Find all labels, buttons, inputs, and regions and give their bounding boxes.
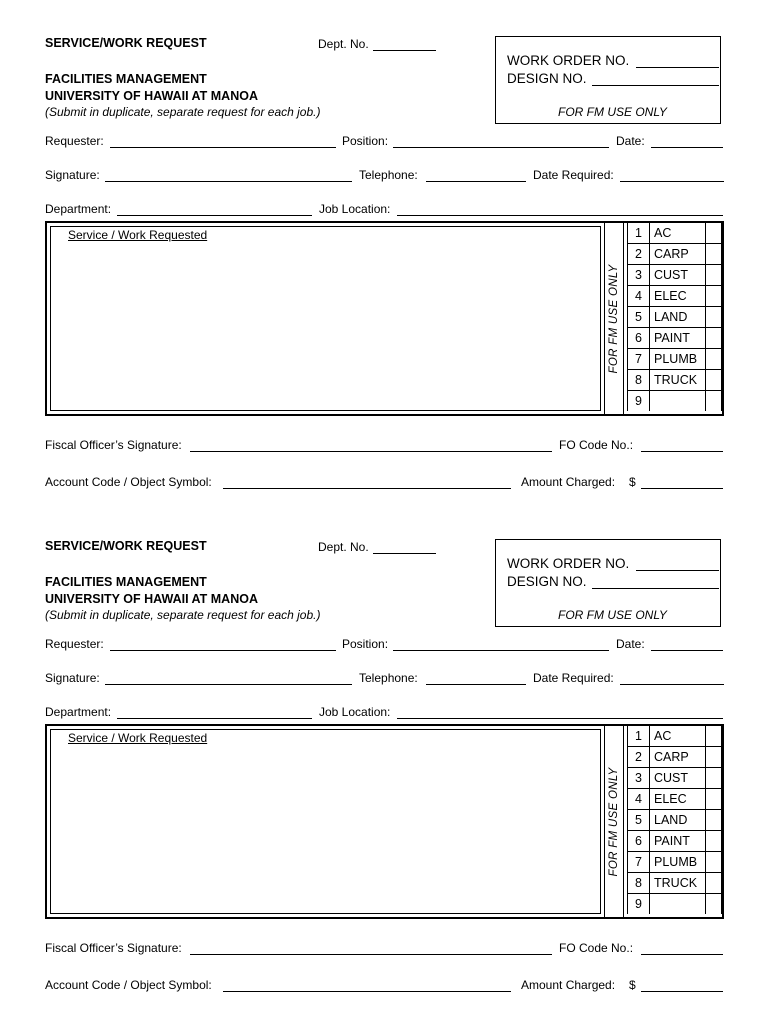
signature-field[interactable]	[105, 672, 352, 685]
trade-name: ELEC	[654, 289, 687, 303]
trade-number: 5	[627, 810, 650, 830]
dollar-sign: $	[629, 978, 636, 992]
design-no-label: DESIGN NO.	[507, 574, 587, 589]
trade-check-box[interactable]	[705, 223, 722, 243]
trade-name: PLUMB	[654, 352, 698, 366]
fm-use-only-label: FOR FM USE ONLY	[558, 105, 667, 119]
trade-check-box[interactable]	[705, 286, 722, 306]
job-location-field[interactable]	[397, 203, 723, 216]
department-field[interactable]	[117, 203, 312, 216]
trade-number: 2	[627, 244, 650, 264]
telephone-field[interactable]	[426, 169, 526, 182]
work-order-field[interactable]	[636, 558, 719, 571]
trade-row	[627, 789, 722, 810]
job-location-field[interactable]	[397, 706, 723, 719]
trade-number: 1	[627, 726, 650, 746]
position-label: Position:	[342, 637, 389, 651]
job-location-label: Job Location:	[319, 705, 391, 719]
fm-use-only-label: FOR FM USE ONLY	[558, 608, 667, 622]
trade-row	[627, 810, 722, 831]
fm-use-box	[495, 36, 721, 124]
trade-check-box[interactable]	[705, 831, 722, 851]
trade-check-box[interactable]	[705, 747, 722, 767]
position-field[interactable]	[393, 135, 609, 148]
trade-check-box[interactable]	[705, 349, 722, 369]
account-code-field[interactable]	[223, 979, 511, 992]
fo-code-label: FO Code No.:	[559, 941, 634, 955]
trade-row	[627, 852, 722, 873]
trade-name: ELEC	[654, 792, 687, 806]
account-code-field[interactable]	[223, 476, 511, 489]
trade-table	[627, 726, 722, 917]
trade-name: CARP	[654, 247, 689, 261]
trade-check-box[interactable]	[705, 726, 722, 746]
work-description-area[interactable]	[50, 729, 601, 914]
fm-use-vertical-label: FOR FM USE ONLY	[608, 767, 620, 876]
fm-use-vertical-cell	[604, 726, 624, 917]
telephone-label: Telephone:	[359, 168, 418, 182]
trade-name: CUST	[654, 771, 689, 785]
trade-row	[627, 831, 722, 852]
submit-note: (Submit in duplicate, separate request for each job.)	[45, 105, 321, 119]
trade-name: LAND	[654, 310, 688, 324]
trade-check-box[interactable]	[705, 810, 722, 830]
design-no-label: DESIGN NO.	[507, 71, 587, 86]
dept-no-label: Dept. No.	[318, 37, 369, 51]
work-order-field[interactable]	[636, 55, 719, 68]
trade-name	[649, 391, 705, 411]
trade-name	[649, 894, 705, 914]
requester-field[interactable]	[110, 638, 336, 651]
form-title: SERVICE/WORK REQUEST	[45, 36, 207, 50]
date-required-label: Date Required:	[533, 168, 614, 182]
fiscal-officer-signature-label: Fiscal Officer’s Signature:	[45, 941, 182, 955]
telephone-field[interactable]	[426, 672, 526, 685]
amount-charged-field[interactable]	[641, 979, 723, 992]
work-requested-heading: Service / Work Requested	[68, 731, 208, 745]
fiscal-officer-signature-field[interactable]	[190, 439, 552, 452]
telephone-label: Telephone:	[359, 671, 418, 685]
trade-check-box[interactable]	[705, 873, 722, 893]
trade-number: 3	[627, 265, 650, 285]
trade-check-box[interactable]	[705, 328, 722, 348]
work-requested-section	[45, 724, 724, 919]
work-description-area[interactable]	[50, 226, 601, 411]
trade-row	[627, 307, 722, 328]
date-label: Date:	[616, 637, 645, 651]
trade-number: 7	[627, 349, 650, 369]
form-title: SERVICE/WORK REQUEST	[45, 539, 207, 553]
requester-label: Requester:	[45, 134, 104, 148]
trade-name: TRUCK	[654, 876, 698, 890]
trade-number: 8	[627, 873, 650, 893]
trade-check-box[interactable]	[705, 370, 722, 390]
fm-use-vertical-cell	[604, 223, 624, 414]
fiscal-officer-signature-field[interactable]	[190, 942, 552, 955]
fo-code-field[interactable]	[641, 942, 723, 955]
dollar-sign: $	[629, 475, 636, 489]
trade-number: 1	[627, 223, 650, 243]
department-field[interactable]	[117, 706, 312, 719]
requester-label: Requester:	[45, 637, 104, 651]
trade-name: AC	[654, 729, 672, 743]
trade-number: 6	[627, 831, 650, 851]
trade-row	[627, 747, 722, 768]
trade-row	[627, 873, 722, 894]
date-field[interactable]	[651, 638, 723, 651]
trade-name: TRUCK	[654, 373, 698, 387]
university-name: UNIVERSITY OF HAWAII AT MANOA	[45, 592, 258, 606]
trade-number: 5	[627, 307, 650, 327]
trade-row	[627, 223, 722, 244]
trade-name: LAND	[654, 813, 688, 827]
trade-number: 6	[627, 328, 650, 348]
trade-check-box[interactable]	[705, 244, 722, 264]
trade-row	[627, 349, 722, 370]
date-required-label: Date Required:	[533, 671, 614, 685]
design-no-field[interactable]	[592, 576, 719, 589]
job-location-label: Job Location:	[319, 202, 391, 216]
fo-code-field[interactable]	[641, 439, 723, 452]
fm-use-vertical-label: FOR FM USE ONLY	[608, 264, 620, 373]
work-order-label: WORK ORDER NO.	[507, 53, 630, 68]
fiscal-officer-signature-label: Fiscal Officer’s Signature:	[45, 438, 182, 452]
trade-row	[627, 286, 722, 307]
trade-row	[627, 894, 722, 915]
date-label: Date:	[616, 134, 645, 148]
trade-row	[627, 328, 722, 349]
department-label: Department:	[45, 202, 112, 216]
trade-number: 7	[627, 852, 650, 872]
trade-number: 4	[627, 789, 650, 809]
amount-charged-label: Amount Charged:	[521, 475, 616, 489]
trade-row	[627, 726, 722, 747]
trade-row	[627, 768, 722, 789]
fo-code-label: FO Code No.:	[559, 438, 634, 452]
trade-check-box[interactable]	[705, 789, 722, 809]
trade-check-box[interactable]	[705, 391, 722, 411]
dept-no-field[interactable]	[373, 38, 436, 51]
dept-no-field[interactable]	[373, 541, 436, 554]
trade-number: 9	[627, 391, 650, 411]
signature-field[interactable]	[105, 169, 352, 182]
trade-name: PAINT	[654, 331, 690, 345]
date-field[interactable]	[651, 135, 723, 148]
amount-charged-label: Amount Charged:	[521, 978, 616, 992]
trade-check-box[interactable]	[705, 852, 722, 872]
trade-check-box[interactable]	[705, 768, 722, 788]
design-no-field[interactable]	[592, 73, 719, 86]
org-name: FACILITIES MANAGEMENT	[45, 72, 207, 86]
trade-row	[627, 265, 722, 286]
date-required-field[interactable]	[620, 672, 724, 685]
org-name: FACILITIES MANAGEMENT	[45, 575, 207, 589]
trade-row	[627, 370, 722, 391]
work-order-label: WORK ORDER NO.	[507, 556, 630, 571]
department-label: Department:	[45, 705, 112, 719]
work-request-form	[0, 503, 770, 1006]
trade-name: CARP	[654, 750, 689, 764]
trade-number: 8	[627, 370, 650, 390]
trade-number: 9	[627, 894, 650, 914]
account-code-label: Account Code / Object Symbol:	[45, 978, 212, 992]
requester-field[interactable]	[110, 135, 336, 148]
signature-label: Signature:	[45, 671, 100, 685]
position-field[interactable]	[393, 638, 609, 651]
work-requested-heading: Service / Work Requested	[68, 228, 208, 242]
submit-note: (Submit in duplicate, separate request for each job.)	[45, 608, 321, 622]
trade-row	[627, 391, 722, 412]
work-request-form	[0, 0, 770, 503]
fm-use-box	[495, 539, 721, 627]
trade-number: 3	[627, 768, 650, 788]
trade-check-box[interactable]	[705, 265, 722, 285]
position-label: Position:	[342, 134, 389, 148]
trade-name: PLUMB	[654, 855, 698, 869]
work-requested-section	[45, 221, 724, 416]
account-code-label: Account Code / Object Symbol:	[45, 475, 212, 489]
trade-name: CUST	[654, 268, 689, 282]
signature-label: Signature:	[45, 168, 100, 182]
university-name: UNIVERSITY OF HAWAII AT MANOA	[45, 89, 258, 103]
trade-table	[627, 223, 722, 414]
trade-check-box[interactable]	[705, 894, 722, 914]
trade-name: PAINT	[654, 834, 690, 848]
trade-number: 4	[627, 286, 650, 306]
trade-check-box[interactable]	[705, 307, 722, 327]
amount-charged-field[interactable]	[641, 476, 723, 489]
trade-row	[627, 244, 722, 265]
dept-no-label: Dept. No.	[318, 540, 369, 554]
date-required-field[interactable]	[620, 169, 724, 182]
trade-name: AC	[654, 226, 672, 240]
trade-number: 2	[627, 747, 650, 767]
